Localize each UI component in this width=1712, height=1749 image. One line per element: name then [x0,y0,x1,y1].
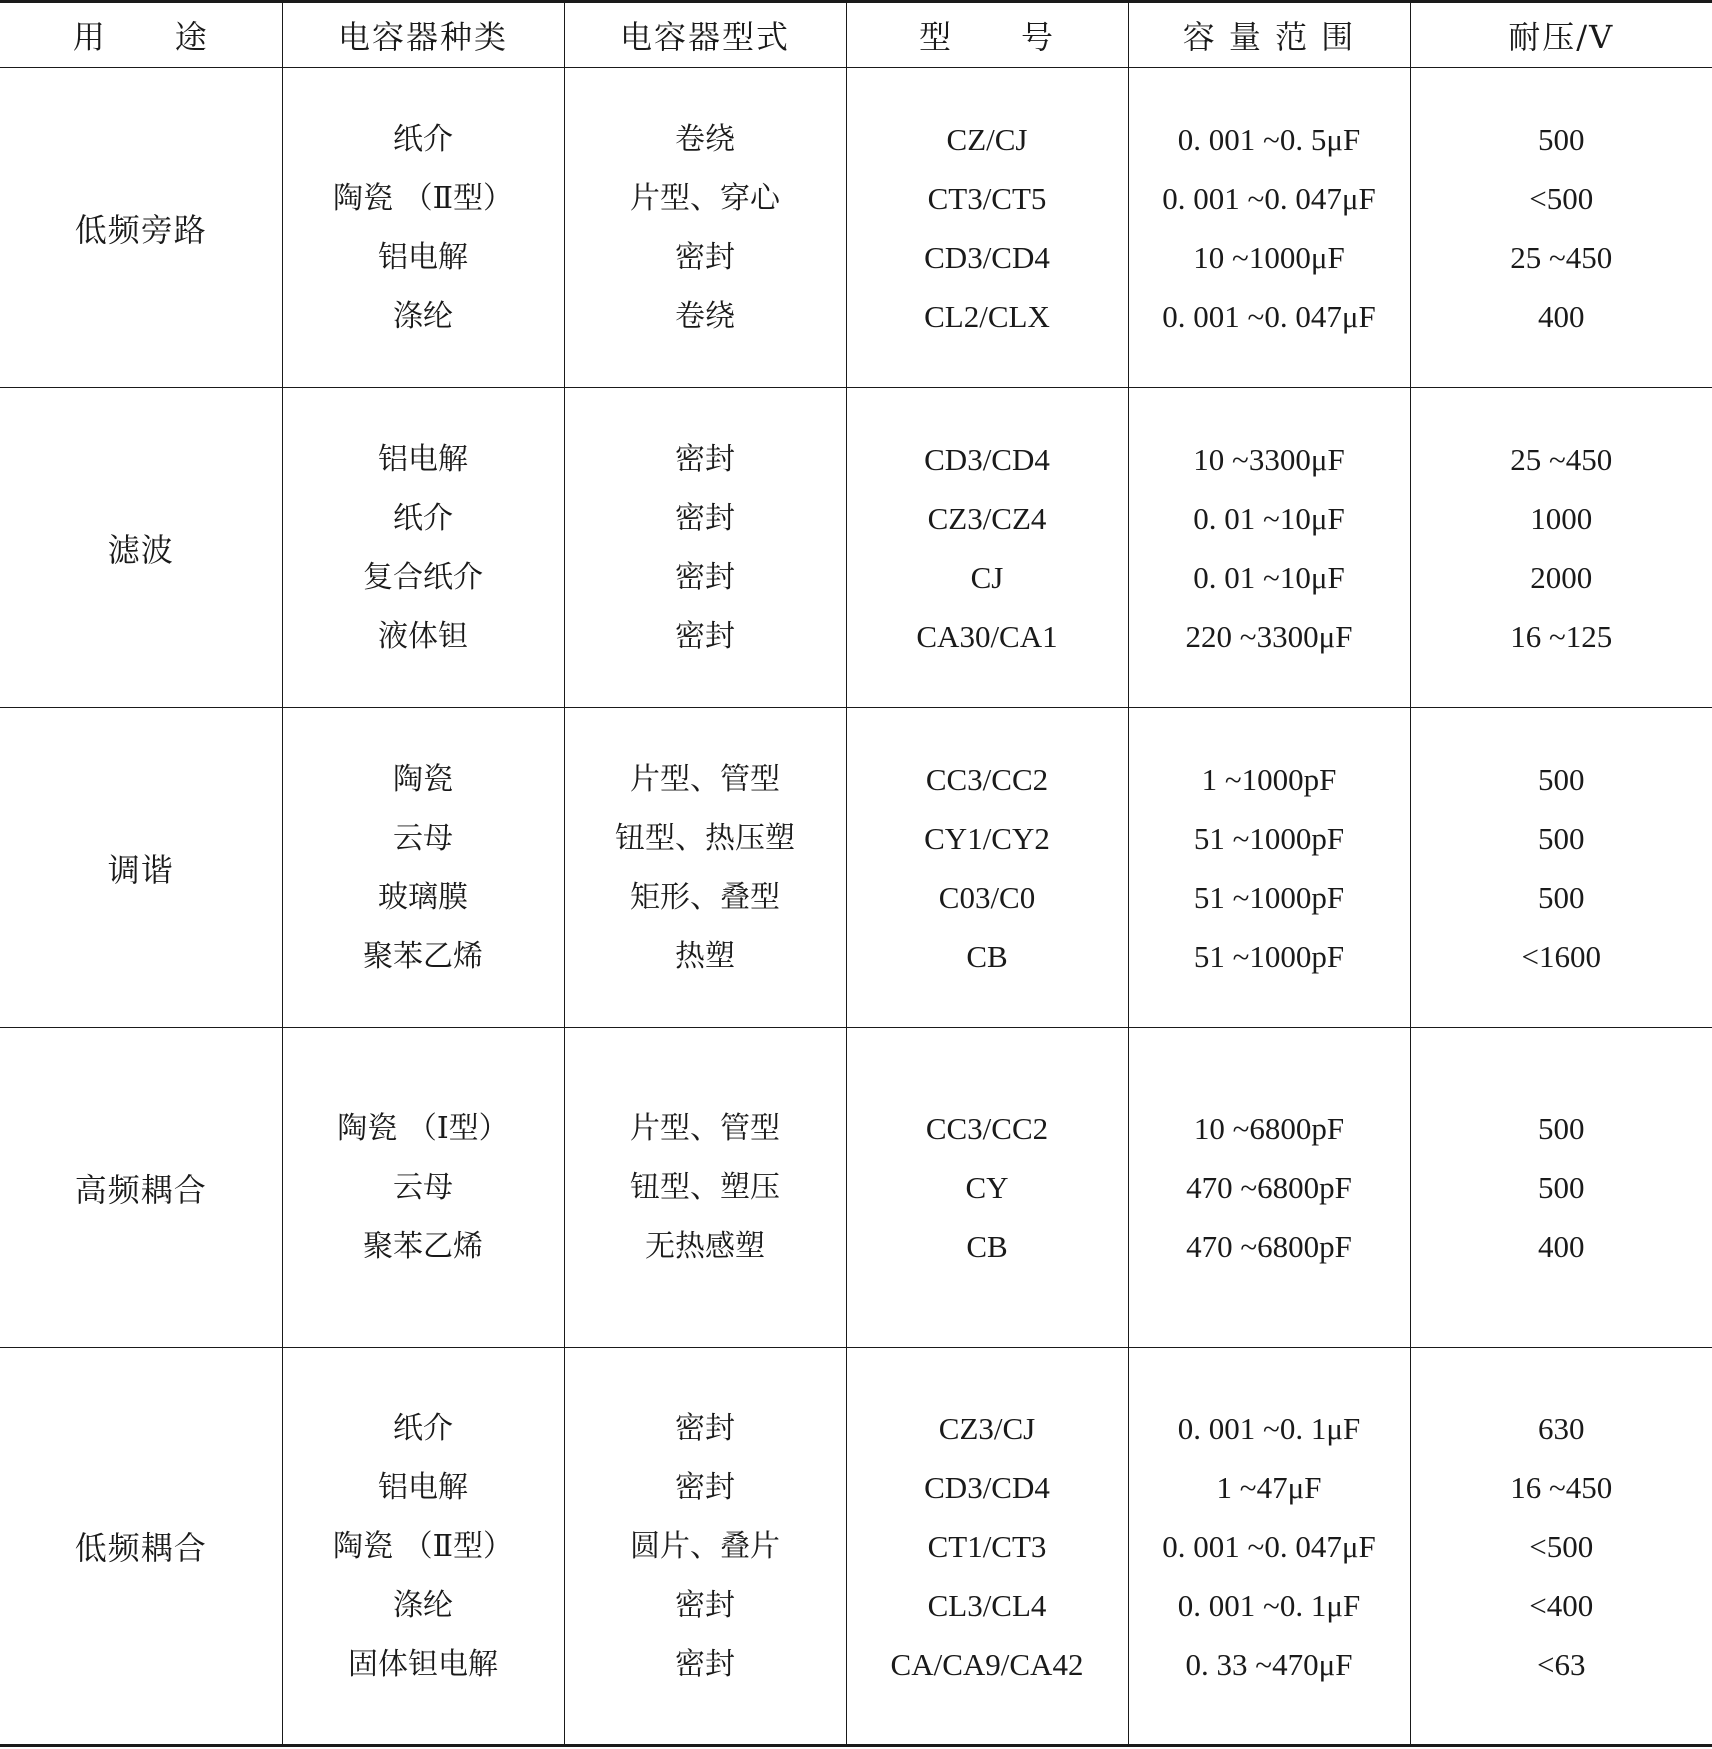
style-value: 矩形、叠型 [630,879,780,915]
range-value: 0. 001 ~0. 1μF [1177,1410,1361,1446]
model-value: CZ3/CZ4 [927,500,1047,536]
range-value: 220 ~3300μF [1185,618,1353,654]
style-value: 片型、管型 [630,761,780,797]
style-value: 密封 [675,1410,735,1446]
range-value: 1 ~47μF [1216,1469,1322,1505]
model-value: CD3/CD4 [924,239,1050,275]
range-value: 10 ~1000μF [1193,239,1345,275]
range-value: 470 ~6800pF [1186,1170,1352,1205]
style-value: 密封 [675,500,735,536]
kind-value: 铝电解 [378,1469,468,1505]
voltage-value: 500 [1538,121,1585,157]
kind-value: 涤纶 [393,1587,453,1623]
kind-value: 玻璃膜 [378,879,468,915]
voltage-value: 16 ~450 [1510,1469,1613,1505]
voltage-value: 630 [1538,1410,1585,1446]
range-value: 0. 001 ~0. 047μF [1162,298,1376,334]
kind-cell [282,388,564,708]
model-value: CC3/CC2 [925,761,1049,797]
kind-value: 聚苯乙烯 [363,938,483,974]
voltage-value: 500 [1538,1111,1585,1146]
range-cell [1128,1028,1410,1348]
voltage-cell [1410,68,1712,388]
style-value: 卷绕 [675,298,735,334]
range-value: 470 ~6800pF [1186,1229,1352,1264]
range-value: 51 ~1000pF [1193,879,1345,915]
voltage-value: 16 ~125 [1510,618,1613,654]
style-value: 钮型、塑压 [630,1170,780,1205]
style-value: 圆片、叠片 [630,1528,780,1564]
voltage-value: 25 ~450 [1510,239,1613,275]
style-cell [564,388,846,708]
model-value: CB [966,1229,1008,1264]
kind-value: 纸介 [393,500,453,536]
table-row [0,1348,1712,1746]
kind-value: 固体钽电解 [348,1646,498,1682]
voltage-value: 400 [1538,298,1585,334]
kind-value: 云母 [393,820,453,856]
table-row [0,708,1712,1028]
range-cell [1128,68,1410,388]
range-value: 10 ~3300μF [1193,441,1345,477]
voltage-cell [1410,1028,1712,1348]
style-value: 密封 [675,441,735,477]
voltage-value: 500 [1538,761,1585,797]
voltage-cell [1410,708,1712,1028]
kind-value: 纸介 [393,1410,453,1446]
voltage-value: <500 [1529,1528,1594,1564]
header-model: 型 号 [846,2,1128,68]
voltage-value: 500 [1538,879,1585,915]
kind-value: 铝电解 [378,441,468,477]
range-cell [1128,388,1410,708]
range-value: 0. 001 ~0. 047μF [1162,180,1376,216]
use-cell: 滤波 [0,388,282,708]
kind-cell [282,1348,564,1746]
model-value: CD3/CD4 [924,441,1050,477]
model-value: CD3/CD4 [924,1469,1050,1505]
header-style: 电容器型式 [564,2,846,68]
style-value: 片型、穿心 [630,180,780,216]
kind-value: 液体钽 [378,618,468,654]
voltage-cell [1410,1348,1712,1746]
kind-value: 云母 [393,1170,453,1205]
use-cell: 低频旁路 [0,68,282,388]
style-value: 热塑 [675,938,735,974]
range-value: 0. 001 ~0. 047μF [1162,1528,1376,1564]
style-cell [564,1028,846,1348]
model-cell [846,388,1128,708]
voltage-value: 500 [1538,820,1585,856]
kind-cell [282,1028,564,1348]
style-value: 密封 [675,1646,735,1682]
header-use: 用 途 [0,2,282,68]
style-cell [564,1348,846,1746]
use-cell: 高频耦合 [0,1028,282,1348]
range-value: 0. 01 ~10μF [1193,559,1345,595]
kind-value: 铝电解 [378,239,468,275]
model-value: CC3/CC2 [925,1111,1049,1146]
kind-value: 陶瓷 （Ⅱ型） [333,1528,513,1564]
range-value: 1 ~1000pF [1201,761,1337,797]
style-value: 无热感塑 [645,1229,765,1264]
style-cell [564,68,846,388]
style-cell [564,708,846,1028]
range-value: 10 ~6800pF [1193,1111,1345,1146]
style-value: 卷绕 [675,121,735,157]
range-value: 51 ~1000pF [1193,820,1345,856]
style-value: 密封 [675,559,735,595]
style-value: 密封 [675,1587,735,1623]
table-row [0,388,1712,708]
model-value: CT1/CT3 [927,1528,1047,1564]
model-cell [846,68,1128,388]
voltage-value: 500 [1538,1170,1585,1205]
model-value: CJ [970,559,1004,595]
kind-value: 纸介 [393,121,453,157]
model-value: CT3/CT5 [927,180,1047,216]
use-cell: 低频耦合 [0,1348,282,1746]
model-value: CA/CA9/CA42 [890,1646,1084,1682]
table-body [0,68,1712,1746]
model-cell [846,1348,1128,1746]
range-cell [1128,1348,1410,1746]
model-value: CA30/CA1 [916,618,1058,654]
model-value: CY [965,1170,1009,1205]
range-value: 0. 01 ~10μF [1193,500,1345,536]
style-value: 密封 [675,1469,735,1505]
kind-value: 聚苯乙烯 [363,1229,483,1264]
model-value: CZ/CJ [946,121,1028,157]
model-value: CY1/CY2 [924,820,1050,856]
voltage-value: <1600 [1521,938,1601,974]
range-value: 0. 001 ~0. 1μF [1177,1587,1361,1623]
voltage-value: 25 ~450 [1510,441,1613,477]
model-cell [846,1028,1128,1348]
range-cell [1128,708,1410,1028]
range-value: 0. 001 ~0. 5μF [1177,121,1361,157]
voltage-cell [1410,388,1712,708]
style-value: 密封 [675,618,735,654]
kind-cell [282,708,564,1028]
voltage-value: 2000 [1530,559,1593,595]
kind-cell [282,68,564,388]
table-row [0,68,1712,388]
header-kind: 电容器种类 [282,2,564,68]
style-value: 片型、管型 [630,1111,780,1146]
use-cell: 调谐 [0,708,282,1028]
kind-value: 陶瓷 （Ⅰ型） [337,1111,509,1146]
model-value: C03/C0 [938,879,1036,915]
voltage-value: <400 [1529,1587,1594,1623]
kind-value: 陶瓷 [393,761,453,797]
model-value: CB [966,938,1008,974]
table-row [0,1028,1712,1348]
voltage-value: <63 [1537,1646,1586,1682]
kind-value: 复合纸介 [363,559,483,595]
voltage-value: 1000 [1530,500,1593,536]
model-value: CZ3/CJ [938,1410,1036,1446]
voltage-value: 400 [1538,1229,1585,1264]
style-value: 密封 [675,239,735,275]
header-voltage: 耐压/V [1410,2,1712,68]
model-value: CL2/CLX [924,298,1050,334]
header-row [0,2,1712,68]
range-value: 51 ~1000pF [1193,938,1345,974]
model-value: CL3/CL4 [927,1587,1047,1623]
kind-value: 涤纶 [393,298,453,334]
style-value: 钮型、热压塑 [615,820,795,856]
kind-value: 陶瓷 （Ⅱ型） [333,180,513,216]
header-range: 容 量 范 围 [1128,2,1410,68]
range-value: 0. 33 ~470μF [1185,1646,1353,1682]
voltage-value: <500 [1529,180,1594,216]
model-cell [846,708,1128,1028]
